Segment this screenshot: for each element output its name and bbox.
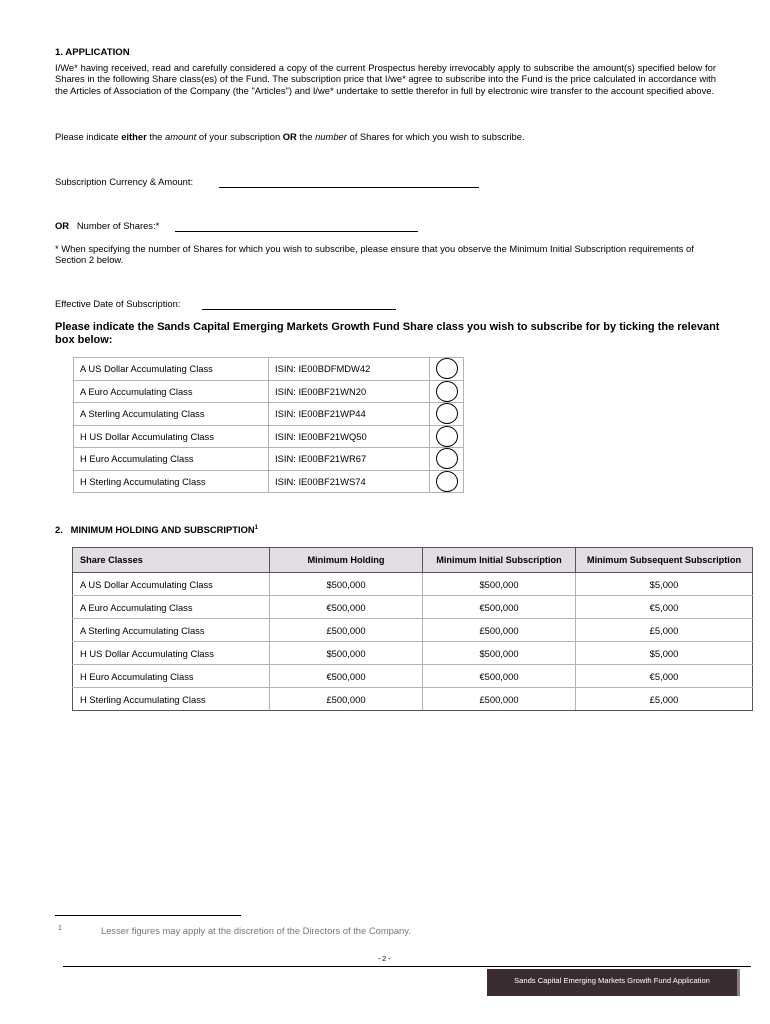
column-header: Minimum Initial Subscription [423, 548, 576, 573]
application-paragraph: I/We* having received, read and carefully considered a copy of the current Prospectus hereby irrevocably apply to subscribe the amount(s) specified below for Shares in the following Share class(es) of the Fund. The subscription price that I/we* agree to subscribe into the Fund is the price calculated in accordance with the Articles of Association of the Company (the "Articles") and I/we* undertake to settle therefor in full by electronic wire transfer to the account specified above. [55, 62, 716, 96]
table-row [74, 358, 464, 381]
share-class-name: H Euro Accumulating Class [74, 448, 269, 471]
table-row [74, 403, 464, 426]
column-header: Minimum Subsequent Subscription [576, 548, 753, 573]
table-cell: $5,000 [576, 642, 753, 665]
table-cell: A Euro Accumulating Class [73, 596, 270, 619]
table-row [73, 688, 753, 711]
effective-date-field[interactable] [202, 309, 396, 310]
isin: ISIN: IE00BF21WR67 [269, 448, 430, 471]
share-class-name: A US Dollar Accumulating Class [74, 358, 269, 381]
table-cell: £500,000 [423, 688, 576, 711]
footnote-separator [55, 915, 241, 916]
table-cell: H US Dollar Accumulating Class [73, 642, 270, 665]
table-cell: $500,000 [423, 642, 576, 665]
footnote-text: Lesser figures may apply at the discretion of the Directors of the Company. [101, 925, 411, 936]
footnote-ref: 1 [254, 524, 258, 531]
table-cell: H Euro Accumulating Class [73, 665, 270, 688]
or-label: OR [55, 220, 70, 231]
table-row [74, 448, 464, 471]
indicate-instruction: Please indicate either the amount of your subscription OR the number of Shares for which you wish to subscribe. [55, 131, 525, 142]
table-cell: £500,000 [423, 619, 576, 642]
table-cell: €5,000 [576, 665, 753, 688]
effective-date-label: Effective Date of Subscription: [55, 298, 181, 309]
table-cell: £500,000 [270, 619, 423, 642]
share-class-name: H Sterling Accumulating Class [74, 470, 269, 493]
minimum-holding-table [72, 547, 753, 711]
table-cell: €500,000 [423, 665, 576, 688]
footer-title: Sands Capital Emerging Markets Growth Fund Application [487, 969, 740, 996]
table-row [73, 619, 753, 642]
share-class-radio[interactable] [436, 381, 458, 402]
currency-amount-field[interactable] [219, 187, 479, 188]
table-cell: £5,000 [576, 688, 753, 711]
isin: ISIN: IE00BDFMDW42 [269, 358, 430, 381]
minimum-note: * When specifying the number of Shares for which you wish to subscribe, please ensure that you observe the Minimum Initial Subscription requirements of Section 2 below. [55, 243, 694, 266]
share-class-radio[interactable] [436, 471, 458, 492]
table-cell: £500,000 [270, 688, 423, 711]
table-cell: £5,000 [576, 619, 753, 642]
table-cell: €500,000 [270, 596, 423, 619]
table-cell: €5,000 [576, 596, 753, 619]
section-2-heading: 2. MINIMUM HOLDING AND SUBSCRIPTION$^1$ [55, 524, 258, 535]
table-row [73, 665, 753, 688]
table-cell: $500,000 [270, 642, 423, 665]
table-row [73, 596, 753, 619]
table-cell: $5,000 [576, 573, 753, 596]
table-cell: $500,000 [270, 573, 423, 596]
isin: ISIN: IE00BF21WN20 [269, 380, 430, 403]
table-row [74, 470, 464, 493]
number-of-shares-label: Number of Shares:* [76, 220, 160, 231]
column-header: Minimum Holding [270, 548, 423, 573]
number-of-shares-field[interactable] [175, 231, 418, 232]
share-class-name: H US Dollar Accumulating Class [74, 425, 269, 448]
table-cell: A US Dollar Accumulating Class [73, 573, 270, 596]
table-row [73, 573, 753, 596]
table-row [74, 380, 464, 403]
number-of-shares-row [55, 220, 159, 231]
share-class-radio[interactable] [436, 403, 458, 424]
section-1-heading: 1. APPLICATION [55, 47, 130, 58]
share-class-name: A Euro Accumulating Class [74, 380, 269, 403]
currency-amount-label: Subscription Currency & Amount: [55, 176, 194, 187]
table-cell: $500,000 [423, 573, 576, 596]
footnote-number: 1 [58, 925, 62, 932]
share-class-selection-table [73, 357, 464, 493]
table-cell: €500,000 [423, 596, 576, 619]
table-header-row [73, 548, 753, 573]
page-number: - 2 - [378, 956, 391, 963]
column-header: Share Classes [73, 548, 270, 573]
isin: ISIN: IE00BF21WP44 [269, 403, 430, 426]
table-row [73, 642, 753, 665]
isin: ISIN: IE00BF21WQ50 [269, 425, 430, 448]
table-cell: A Sterling Accumulating Class [73, 619, 270, 642]
share-class-name: A Sterling Accumulating Class [74, 403, 269, 426]
share-class-radio[interactable] [436, 358, 458, 379]
share-class-radio[interactable] [436, 426, 458, 447]
table-cell: €500,000 [270, 665, 423, 688]
footer-rule [63, 966, 751, 967]
share-class-radio[interactable] [436, 448, 458, 469]
share-class-instruction: Please indicate the Sands Capital Emerging Markets Growth Fund Share class you wish to subscribe for by ticking the relevant box below: [55, 321, 720, 346]
isin: ISIN: IE00BF21WS74 [269, 470, 430, 493]
table-cell: H Sterling Accumulating Class [73, 688, 270, 711]
table-row [74, 425, 464, 448]
